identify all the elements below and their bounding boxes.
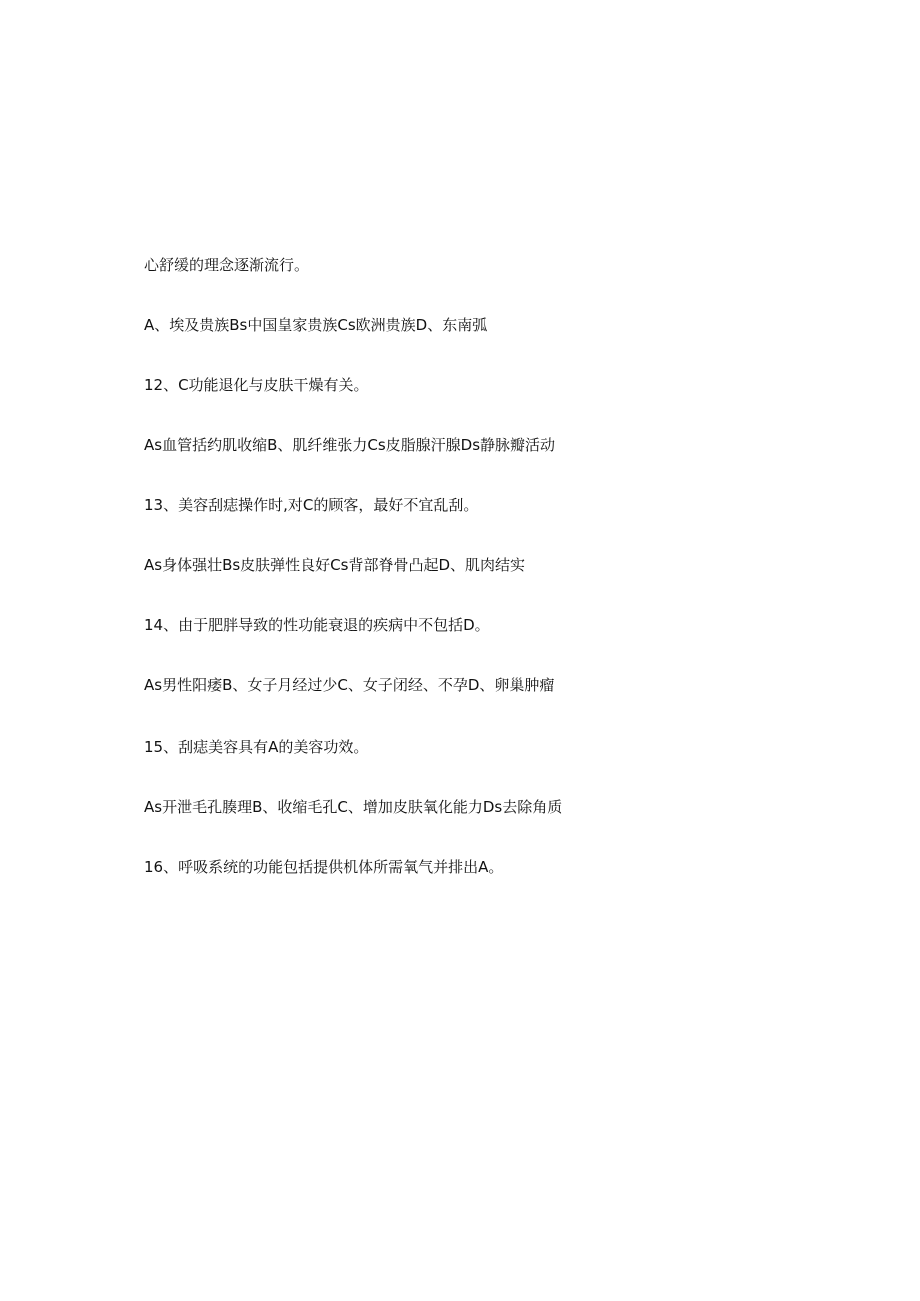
question-13: 13、美容刮痣操作时,对C的顾客，最好不宜乱刮。: [144, 496, 479, 514]
text-line-continuation: 心舒缓的理念逐渐流行。: [144, 256, 310, 274]
question-15: 15、刮痣美容具有A的美容功效。: [144, 738, 369, 756]
options-line-12: As血管括约肌收缩B、肌纤维张力Cs皮脂腺汗腺Ds静脉瓣活动: [144, 436, 556, 454]
question-14: 14、由于肥胖导致的性功能衰退的疾病中不包括D。: [144, 616, 490, 634]
options-line-13: As身体强壮Bs皮肤弹性良好Cs背部脊骨凸起D、肌肉结实: [144, 556, 526, 574]
options-line-14: As男性阳痿B、女子月经过少C、女子闭经、不孕D、卵巢肿瘤: [144, 676, 555, 694]
options-line-15: As开泄毛孔腠理B、收缩毛孔C、增加皮肤氧化能力Ds去除角质: [144, 798, 563, 816]
options-line-11: A、埃及贵族Bs中国皇家贵族Cs欧洲贵族D、东南弧: [144, 316, 488, 334]
question-16: 16、呼吸系统的功能包括提供机体所需氧气并排出A。: [144, 858, 504, 876]
question-12: 12、C功能退化与皮肤干燥有关。: [144, 376, 369, 394]
